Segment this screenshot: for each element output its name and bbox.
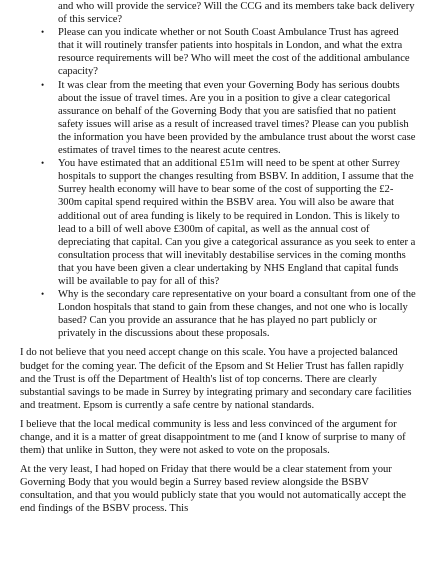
list-item (20, 157, 416, 288)
list-item-text: It was clear from the meeting that even your Governing Body has serious doubts about the issue of travel times. Are you in a position to give a clear categorical assurance on behalf of the Governing Body that you are satisfied that no patient safety issues will arise as a result of increased travel times? Please can you publish the information you have been provided by the ambulance trust about the worst case estimates of travel times to the nearest acute centres. (58, 79, 416, 157)
bullet-icon: • (41, 27, 45, 38)
list-item (20, 288, 416, 340)
list-item (20, 26, 416, 78)
paragraph: I do not believe that you need accept change on this scale. You have a projected balanced budget for the coming year. The deficit of the Epsom and St Helier Trust has fallen rapidly and the Trust is off the Department of Health's list of top concerns. There are clearly substantial savings to be made in Surrey by integrating primary and secondary care facilities and treatment. Epsom is currently a safe centre by national standards. (20, 347, 412, 411)
paragraph: At the very least, I had hoped on Friday that there would be a clear statement from your Governing Body that you would begin a Surrey based review alongside the BSBV consultation, and that you would publicly state that you would not automatically accept the end findings of the BSBV process. This (20, 464, 406, 515)
list-item-text: Why is the secondary care representative on your board a consultant from one of the London hospitals that stand to gain from these changes, and not one who is locally based? Can you provide an assurance that he has played no part publicly or privately in the discussions about these proposals. (58, 289, 416, 340)
list-item (20, 79, 416, 158)
list-item-text: Please can you indicate whether or not South Coast Ambulance Trust has agreed that it will routinely transfer patients into hospitals in London, and what the extra resource requirements will be? Who will meet the cost of the additional ambulance capacity? (58, 27, 410, 78)
bullet-icon: • (41, 158, 45, 169)
continuation-text: and who will provide the service? Will the CCG and its members take back delivery of this service? (58, 1, 415, 26)
paragraph: I believe that the local medical community is less and less convinced of the argument for change, and it is a matter of great disappointment to me (and I know of surprise to many of them) that unlike in Sutton, they were not asked to vote on the proposals. (20, 418, 406, 457)
list-item-text: You have estimated that an additional £51m will need to be spent at other Surrey hospitals to support the changes resulting from BSBV. In addition, I assume that the Surrey health economy will have to bear some of the cost of supporting the £2-300m capital spend required within the BSBV area. You will also be aware that additional out of area funding is likely to be required in London. This is likely to lead to a bill of well above £300m of capital, as well as the annual cost of depreciating that capital. Can you give a categorical assurance as you seek to enter a consultation process that will inevitably destabilise services in the coming months that you have been given a clear undertaking by NHS England that capital funds will be available to pay for all of this? (58, 158, 416, 287)
bullet-icon: • (41, 289, 45, 300)
bullet-list (20, 26, 416, 340)
bullet-icon: • (41, 79, 45, 90)
